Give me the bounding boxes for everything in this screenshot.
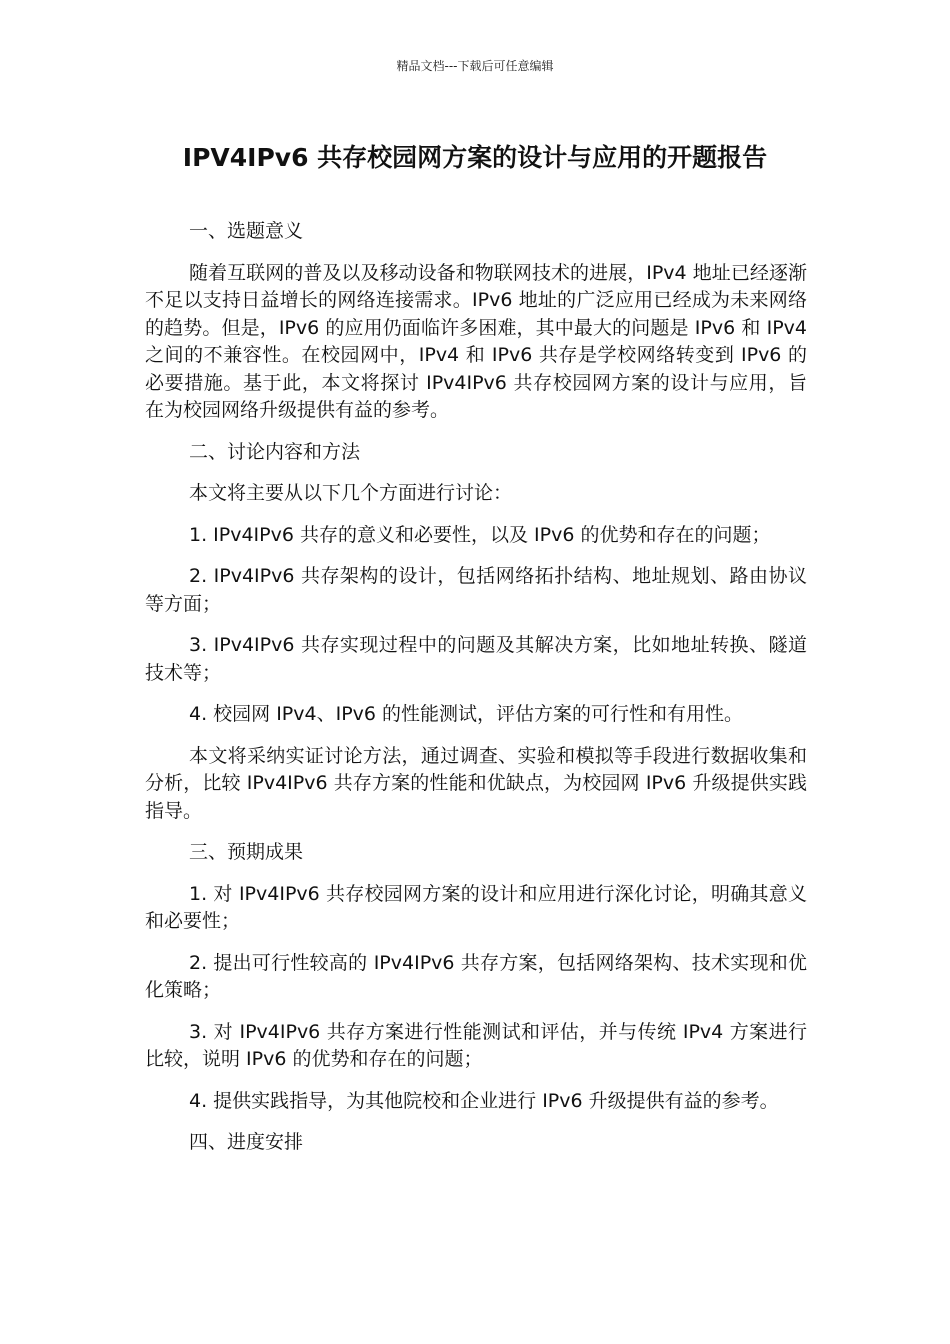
list-item-result-4: 4. 提供实践指导，为其他院校和企业进行 IPv6 升级提供有益的参考。 bbox=[189, 1089, 779, 1112]
paragraph-content-intro: 本文将主要从以下几个方面进行讨论： bbox=[189, 482, 513, 504]
list-item-content-2: 2. IPv4IPv6 共存架构的设计，包括网络拓扑结构、地址规划、路由协议等方面； bbox=[145, 565, 807, 615]
list-item-result-1: 1. 对 IPv4IPv6 共存校园网方案的设计和应用进行深化讨论，明确其意义和必要性； bbox=[145, 882, 807, 932]
section-heading-significance: 一、选题意义 bbox=[189, 220, 304, 242]
page-header: 精品文档---下载后可任意编辑 bbox=[396, 59, 554, 73]
list-item-content-3: 3. IPv4IPv6 共存实现过程中的问题及其解决方案，比如地址转换、隧道技术等； bbox=[145, 634, 807, 684]
document-body bbox=[145, 218, 807, 1171]
paragraph-method: 本文将采纳实证讨论方法，通过调查、实验和模拟等手段进行数据收集和分析，比较 IPv4IPv6 共存方案的性能和优缺点，为校园网 IPv6 升级提供实践指导。 bbox=[145, 744, 807, 822]
paragraph-significance: 随着互联网的普及以及移动设备和物联网技术的进展，IPv4 地址已经逐渐不足以支持日益增长的网络连接需求。IPv6 地址的广泛应用已经成为未来网络的趋势。但是，IPv6 的应用仍面临许多困难，其中最大的问题是 IPv6 和 IPv4 之间的不兼容性。在校园网中，IPv4 和 IPv6 共存是学校网络转变到 IPv6 的必要措施。基于此，本文将探讨 IPv4IPv6 共存校园网方案的设计与应用，旨在为校园网络升级提供有益的参考。 bbox=[145, 261, 807, 421]
list-item-result-3: 3. 对 IPv4IPv6 共存方案进行性能测试和评估，并与传统 IPv4 方案进行比较，说明 IPv6 的优势和存在的问题； bbox=[145, 1020, 807, 1070]
list-item-content-1: 1. IPv4IPv6 共存的意义和必要性，以及 IPv6 的优势和存在的问题； bbox=[189, 523, 771, 546]
list-item-content-4: 4. 校园网 IPv4、IPv6 的性能测试，评估方案的可行性和有用性。 bbox=[189, 703, 744, 725]
section-heading-content-method: 二、讨论内容和方法 bbox=[189, 440, 361, 463]
section-heading-expected-results: 三、预期成果 bbox=[189, 841, 304, 863]
list-item-result-2: 2. 提出可行性较高的 IPv4IPv6 共存方案，包括网络架构、技术实现和优化策略； bbox=[145, 951, 807, 1001]
document-title: IPV4IPv6 共存校园网方案的设计与应用的开题报告 bbox=[182, 143, 768, 172]
section-heading-schedule: 四、进度安排 bbox=[189, 1131, 304, 1153]
